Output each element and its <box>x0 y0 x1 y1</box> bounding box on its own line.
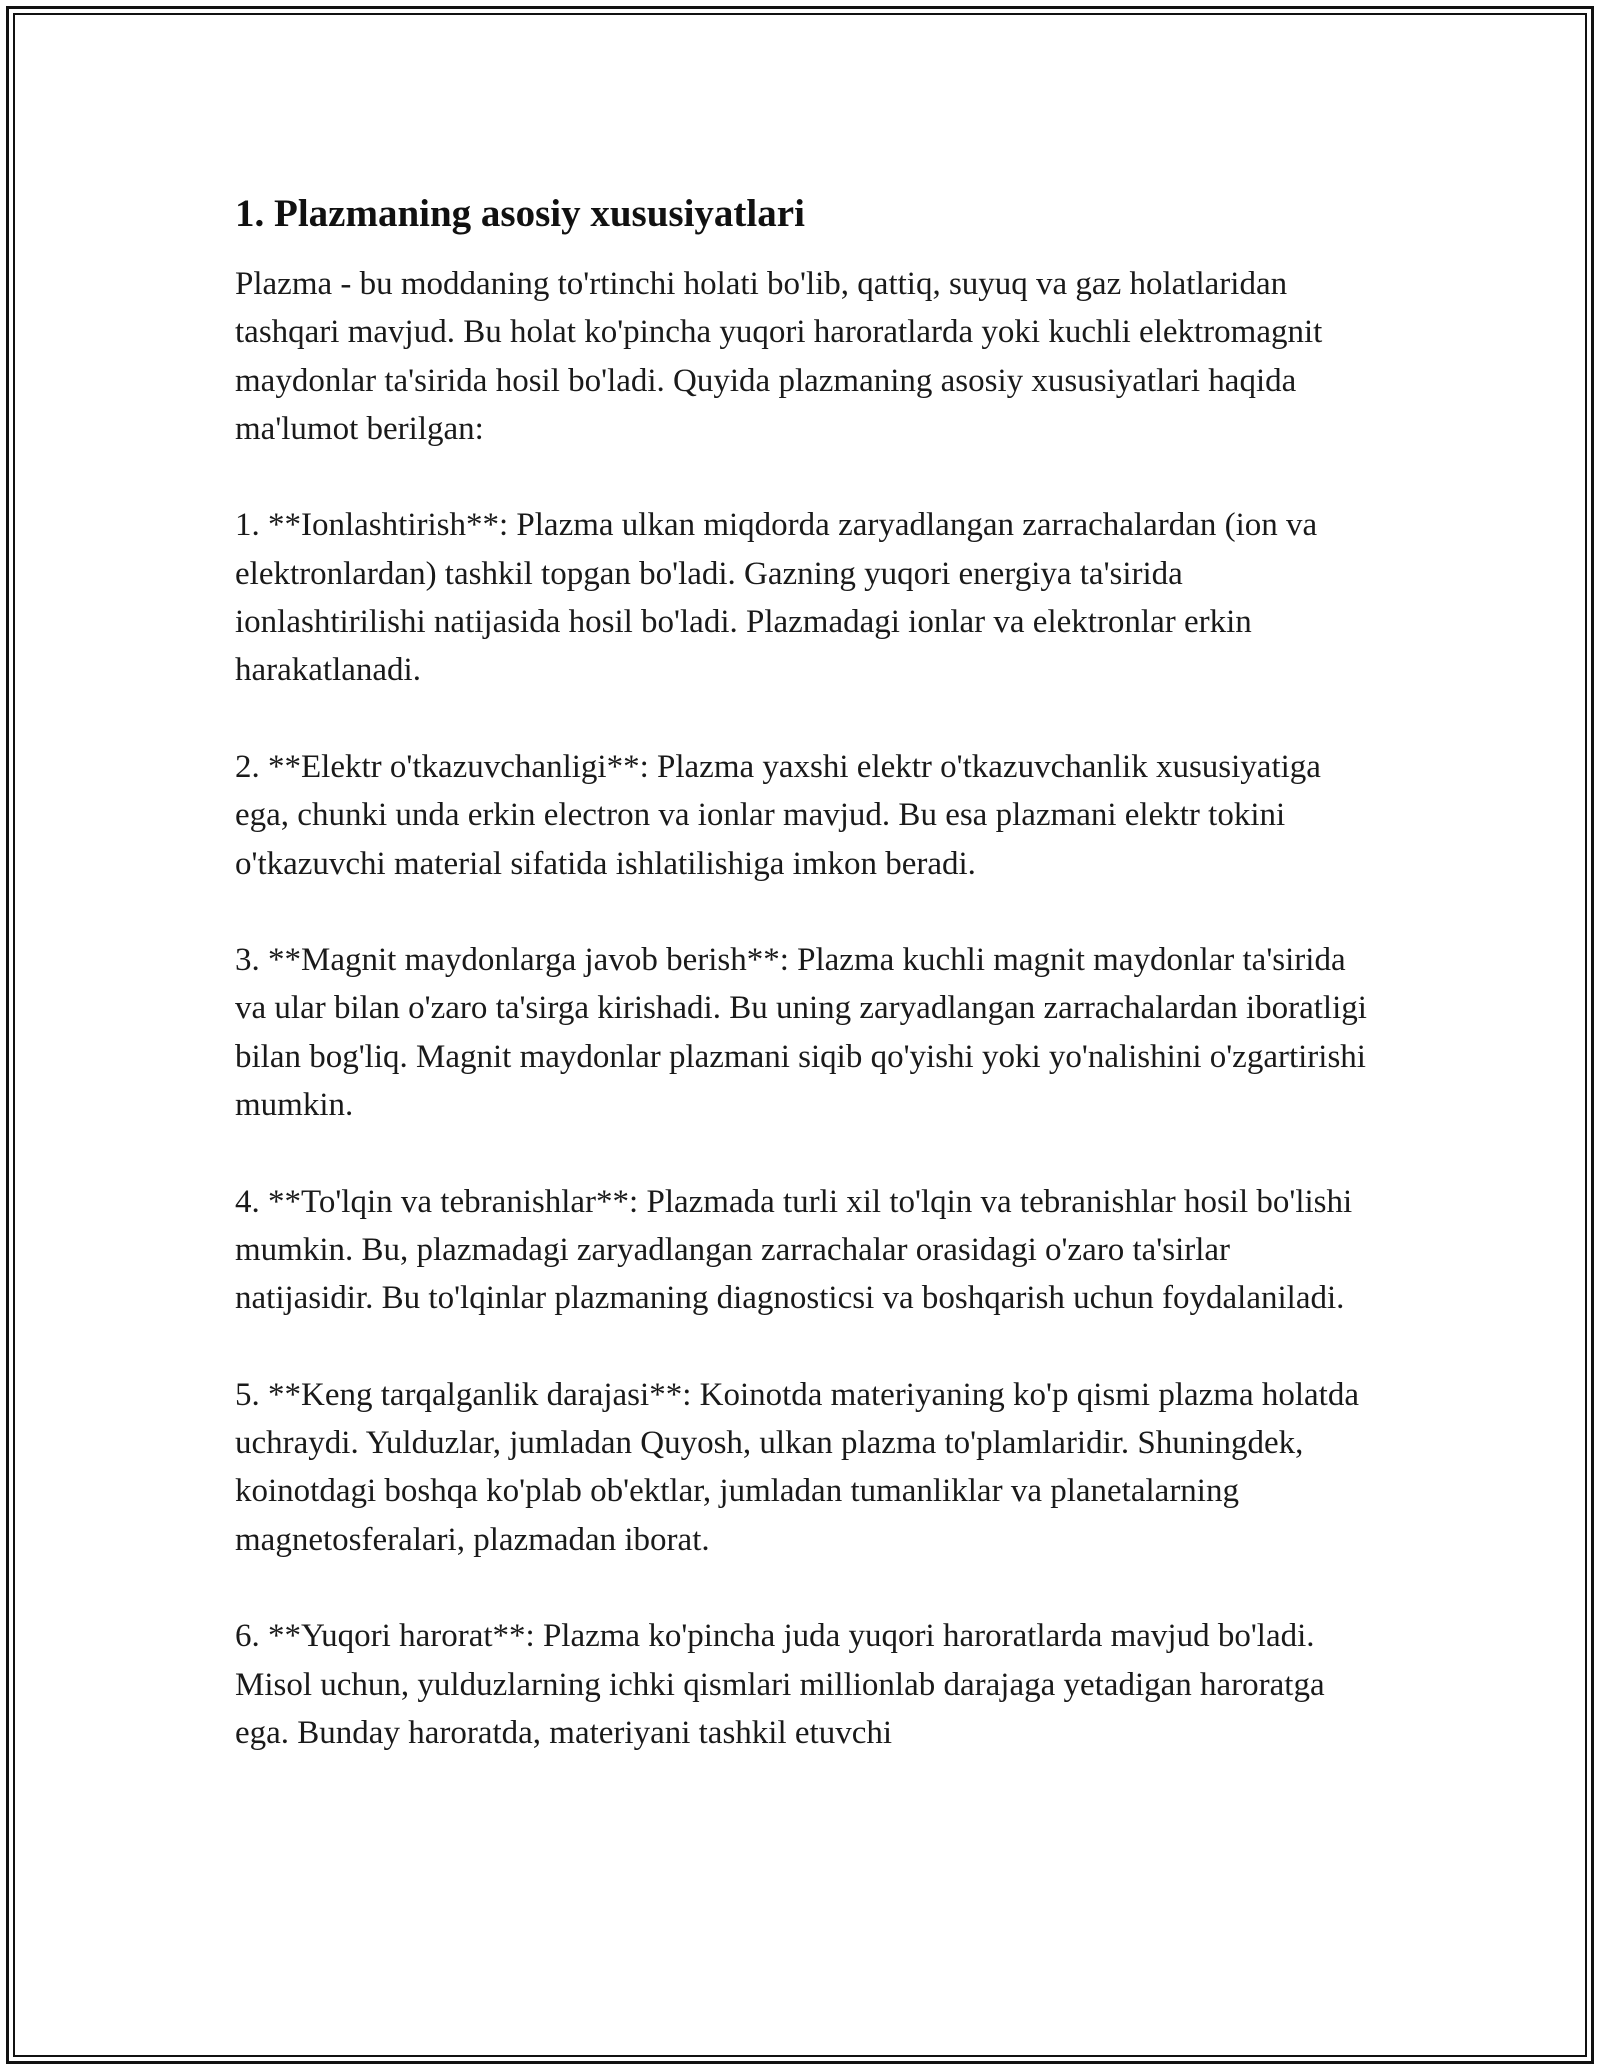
paragraph-high-temperature: 6. **Yuqori harorat**: Plazma ko'pincha juda yuqori haroratlarda mavjud bo'ladi. Misol uchun, yulduzlarning ichki qismlari millionlab darajaga yetadigan haroratga ega. Bunday haroratda, materiyani tashkil etuvchi <box>235 1618 1325 1751</box>
section-heading: 1. Plazmaning asosiy xususiyatlari <box>235 192 805 235</box>
paragraph-conductivity: 2. **Elektr o'tkazuvchanligi**: Plazma yaxshi elektr o'tkazuvchanlik xususiyatiga ega, chunki unda erkin electron va ionlar mavjud. Bu esa plazmani elektr tokini o'tkazuvchi material sifatida ishlatilishiga imkon beradi. <box>235 748 1321 882</box>
paragraph-prevalence: 5. **Keng tarqalganlik darajasi**: Koinotda materiyaning ko'p qismi plazma holatda uchraydi. Yulduzlar, jumladan Quyosh, ulkan plazma to'plamlaridir. Shuningdek, koinotdagi boshqa ko'plab ob'ektlar, jumladan tumanliklar va planetalarning magnetosferalari, plazmadan iborat. <box>235 1376 1359 1558</box>
document-body <box>235 188 1375 1757</box>
paragraph-ionization: 1. **Ionlashtirish**: Plazma ulkan miqdorda zaryadlangan zarrachalardan (ion va elektronlardan) tashkil topgan bo'ladi. Gazning yuqori energiya ta'sirida ionlashtirilishi natijasida hosil bo'ladi. Plazmadagi ionlar va elektronlar erkin harakatlanadi. <box>235 507 1318 689</box>
paragraph-waves: 4. **To'lqin va tebranishlar**: Plazmada turli xil to'lqin va tebranishlar hosil bo'lishi mumkin. Bu, plazmadagi zaryadlangan zarrachalar orasidagi o'zaro ta'sirlar natijasidir. Bu to'lqinlar plazmaning diagnosticsi va boshqarish uchun foydalaniladi. <box>235 1183 1353 1317</box>
paragraph-magnetic-response: 3. **Magnit maydonlarga javob berish**: Plazma kuchli magnit maydonlar ta'sirida va ular bilan o'zaro ta'sirga kirishadi. Bu uning zaryadlangan zarrachalardan iboratligi bilan bog'liq. Magnit maydonlar plazmani siqib qo'yishi yoki yo'nalishini o'zgartirishi mumkin. <box>235 942 1367 1124</box>
intro-paragraph: Plazma - bu moddaning to'rtinchi holati bo'lib, qattiq, suyuq va gaz holatlaridan tashqari mavjud. Bu holat ko'pincha yuqori haroratlarda yoki kuchli elektromagnit maydonlar ta'sirida hosil bo'ladi. Quyida plazmaning asosiy xususiyatlari haqida ma'lumot berilgan: <box>235 266 1323 447</box>
